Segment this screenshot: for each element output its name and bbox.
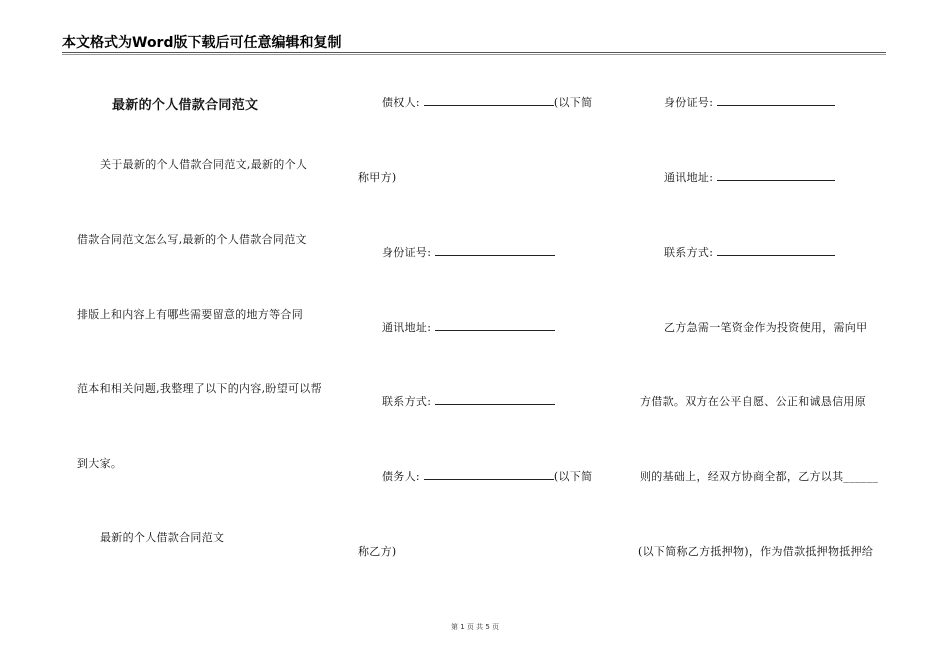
creditor-blank — [424, 95, 554, 106]
creditor-id-field — [382, 244, 555, 260]
address-blank — [435, 320, 555, 331]
paragraph-line: 则的基础上，经双方协商全都，乙方以其______ — [640, 470, 879, 483]
creditor-contact-field — [382, 393, 555, 409]
debtor-address-field — [664, 169, 835, 185]
debtor-suffix: (以下简 — [553, 470, 593, 483]
paragraph-line: 乙方急需一笔资金作为投资使用，需向甲 — [664, 321, 868, 334]
paragraph-line: 排版上和内容上有哪些需要留意的地方等合同 — [77, 308, 303, 321]
paragraph-line: 方借款。双方在公平自愿、公正和诚恳信用原 — [640, 395, 866, 408]
debtor-blank — [424, 469, 554, 480]
contact-blank — [717, 245, 835, 256]
id-label: 身份证号: — [664, 96, 714, 109]
section-subtitle: 最新的个人借款合同范文 — [100, 531, 225, 544]
contact-label: 联系方式: — [664, 246, 714, 259]
document-title: 最新的个人借款合同范文 — [112, 98, 259, 113]
id-blank — [435, 245, 555, 256]
contact-label: 联系方式: — [382, 395, 432, 408]
header-rule — [62, 52, 886, 53]
debtor-contact-field — [664, 244, 835, 260]
address-label: 通讯地址: — [664, 171, 714, 184]
debtor-continuation: 称乙方) — [358, 545, 397, 558]
creditor-address-field — [382, 319, 555, 335]
contact-blank — [435, 394, 555, 405]
paragraph-line: 借款合同范文怎么写,最新的个人借款合同范文 — [77, 233, 307, 246]
address-label: 通讯地址: — [382, 321, 432, 334]
paragraph-line: (以下简称乙方抵押物)，作为借款抵押物抵押给 — [638, 545, 874, 558]
page-number: 第 1 页 共 5 页 — [450, 623, 500, 631]
paragraph-line: 范本和相关问题,我整理了以下的内容,盼望可以帮 — [77, 382, 322, 395]
debtor-id-field — [664, 94, 835, 110]
creditor-suffix: (以下简 — [553, 96, 593, 109]
address-blank — [717, 170, 835, 181]
id-label: 身份证号: — [382, 246, 432, 259]
creditor-field — [382, 94, 592, 110]
page-header: 本文格式为Word版下载后可任意编辑和复制 — [62, 35, 342, 51]
creditor-label: 债权人: — [382, 96, 420, 109]
id-blank — [717, 95, 835, 106]
paragraph-line: 关于最新的个人借款合同范文,最新的个人 — [100, 158, 308, 171]
header-rule-secondary — [62, 54, 886, 55]
debtor-label: 债务人: — [382, 470, 420, 483]
paragraph-line: 到大家。 — [77, 457, 123, 470]
creditor-continuation: 称甲方) — [358, 171, 397, 184]
debtor-field — [382, 468, 592, 484]
